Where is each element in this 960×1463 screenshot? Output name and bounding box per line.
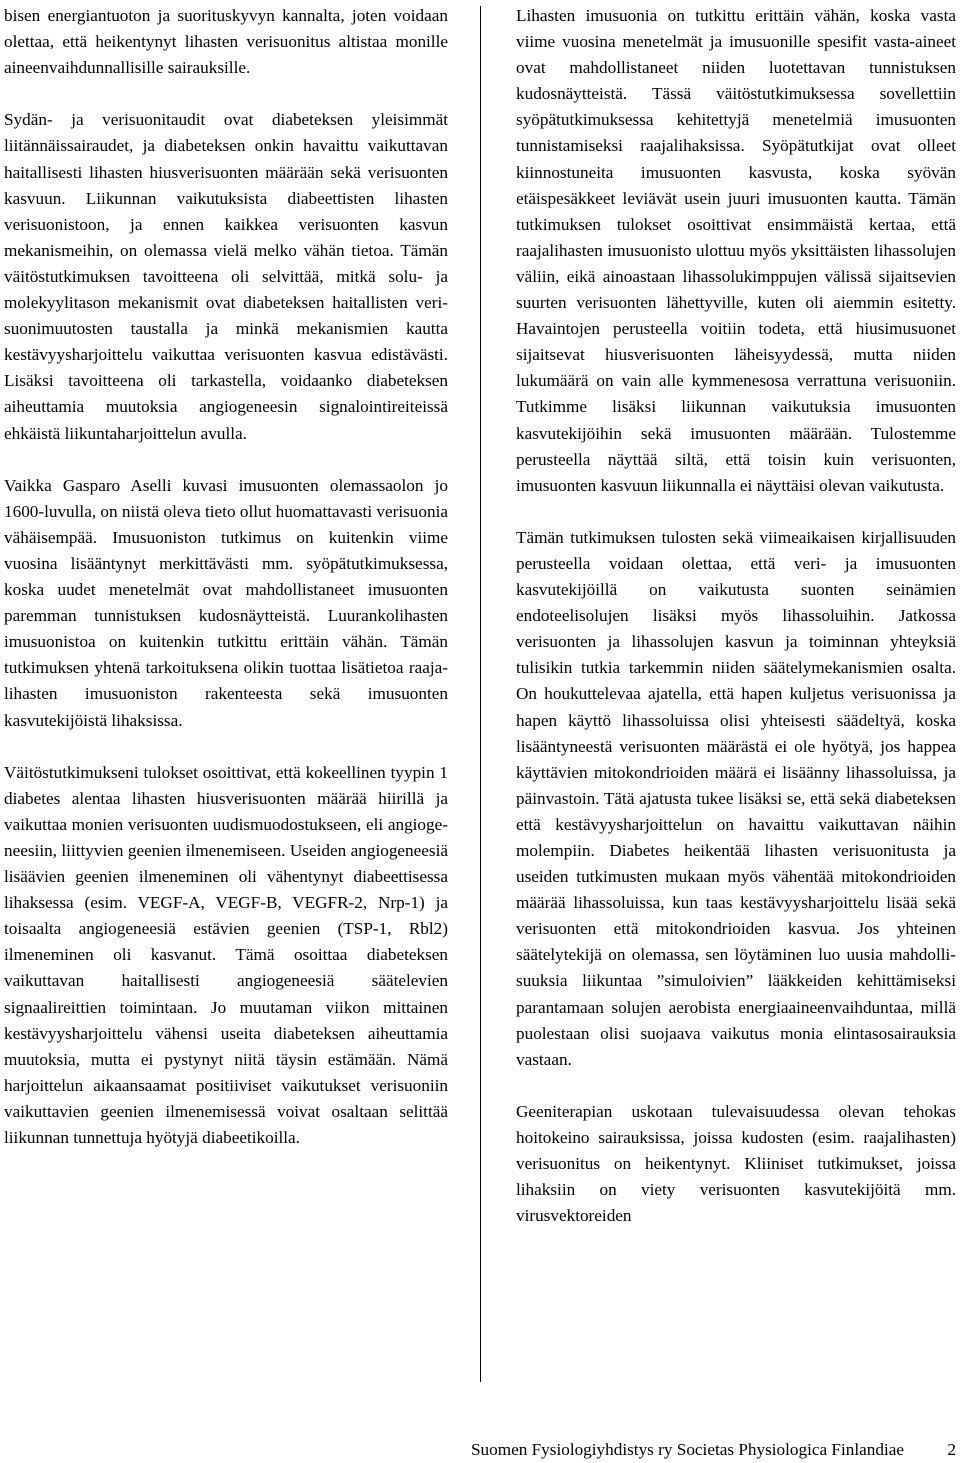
right-paragraph-3: Geeniterapian uskotaan tulevaisuudessa olevan tehokas hoitokeino sairauksissa, joissa kudosten (esim. raajalihasten) verisuonitus on heikentynyt. Kliiniset tutkimukset, joissa lihaksiin on viety verisuonten kasvutekijöitä mm. virusvektoreiden bbox=[516, 1101, 956, 1226]
right-paragraph-1: Lihasten imusuonia on tutkittu erittäin vähän, koska vasta viime vuosina menetelmät ja imusuonille spesifit vasta-aineet ovat mahdollistaneet niiden luotettavan tunnistuksen kudosnäytteistä. Tässä väitöstutkimuksessa sovellettiin syöpätutkimuksessa kehitettyjä menetelmiä imusuonten tunnistamiseksi raajalihaksissa. Syöpätutkijat ovat olleet kiinnostuneita imusuonten kasvusta, koska syövän etäispesäkkeet leviävät usein juuri imusuonten kautta. Tämän tutkimuksen tulokset osoittivat ensimmäistä kertaa, että raajalihasten imusuonisto ulottuu myös yksittäisten lihassolujen väliin, eikä ainoastaan lihassolukimppujen välissä sijaitsevien suurten verisuonten lähettyville, kuten oli aiemmin esitetty. Havaintojen perusteella voitiin todeta, että hiusimusuonet sijaitsevat hiusverisuonten läheisyydessä, mutta niiden lukumäärä on vain alle kymmenesosa verrattuna verisuoniin. Tutkimme lisäksi liikunnan vaikutuksia imusuonten kasvutekijöihin sekä imusuonten määrään. Tulostemme perusteella näyttää siltä, että toisin kuin verisuonten, imusuonten kasvuun liikunnalla ei näyttäisi olevan vaikutusta. bbox=[516, 6, 956, 495]
footer-society-name: Suomen Fysiologiyhdistys ry Societas Physiologica Finlandiae bbox=[470, 1440, 904, 1459]
left-paragraph-3: Vaikka Gasparo Aselli kuvasi imusuonten olemassaolon jo 1600-luvulla, on niistä oleva tieto ollut huomattavasti verisuonia vähäisempää. Imusuoniston tutkimus on kuitenkin viime vuosina lisääntynyt merkittävästi mm. syöpätutkimuksessa, koska uudet menetelmät ovat mahdollistaneet imusuonten paremman tunnistuksen kudosnäytteistä. Luurankolihasten imusuonistoa on kuitenkin tutkittu erittäin vähän. Tämän tutkimuksen yhtenä tarkoituksena olikin tuottaa lisätietoa raajalihasten imusuoniston rakenteesta sekä imusuonten kasvutekijöistä lihaksissa. bbox=[4, 475, 448, 730]
left-column bbox=[4, 3, 448, 1151]
right-paragraph-2: Tämän tutkimuksen tulosten sekä viimeaikaisen kirjallisuuden perusteella voidaan olettaa, että veri- ja imusuonten kasvutekijöillä on vaikutusta suonten seinämien endoteelisolujen lisäksi myös lihassoluihin. Jatkossa verisuonten ja lihassolujen kasvun ja toiminnan yhteyksiä tulisikin tutkia tarkemmin niiden säätelymekanismien osalta. On houkuttelevaa ajatella, että hapen kuljetus verisuonissa ja hapen käyttö lihassoluissa olisi yhteisesti säädeltyä, koska lisääntyneestä verisuonten määrästä ei ole hyötyä, jos happea käyttävien mitokondrioiden määrä ei lisäänny lihassoluissa, ja päinvastoin. Tätä ajatusta tukee lisäksi se, että sekä diabeteksen että kestävyysharjoittelun on havaittu vaikuttavan näihin molempiin. Diabetes heikentää lihasten verisuonitusta ja useiden tutkimusten mukaan myös vähentää mitokondrioiden määrää lihassoluissa, kun taas kestävyysharjoittelu lisää sekä verisuonten että mitokondrioiden kasvua. Jos yhteinen säätelytekijä on olemassa, sen löytäminen luo uusia mahdollisuuksia liikuntaa ”simuloivien” lääkkeiden kehittämiseksi parantamaan solujen aerobista energiaaineenvaihduntaa, millä puolestaan olisi suojaava vaikutus monia elintasosairauksia vastaan. bbox=[516, 527, 956, 1069]
left-paragraph-4: Väitöstutkimukseni tulokset osoittivat, että kokeellinen tyypin 1 diabetes alentaa lihasten hiusverisuonten määrää hiirillä ja vaikuttaa monien verisuonten uudismuodostukseen, eli angiogeneesiin, liittyvien geenien ilmenemiseen. Useiden angiogeneesiä lisäävien geenien ilmeneminen oli vähentynyt diabeettisessa lihaksessa (esim. VEGF-A, VEGF-B, VEGFR-2, Nrp-1) ja toisaalta angiogeneesiä estävien geenien (TSP-1, Rbl2) ilmeneminen oli kasvanut. Tämä osoittaa diabeteksen vaikuttavan haitallisesti angiogeneesiä säätelevien signaalireittien toimintaan. Jo muutaman viikon mittainen kestävyysharjoittelu vähensi useita diabeteksen aiheuttamia muutoksia, mutta ei pystynyt niitä täysin estämään. Nämä harjoittelun aikaansaamat positiiviset vaikutukset verisuoniin vaikuttavien geenien ilmenemisessä voivat osaltaan selittää liikunnan tunnettuja hyötyjä diabeetikoilla. bbox=[4, 762, 448, 1148]
left-paragraph-1: bisen energiantuoton ja suorituskyvyn kannalta, joten voidaan olettaa, että heikentynyt lihasten verisuonitus altistaa monille aineenvaihdunnallisille sairauksille. bbox=[4, 6, 448, 78]
page-number: 2 bbox=[947, 1440, 956, 1459]
right-column bbox=[516, 3, 956, 1229]
column-divider bbox=[480, 6, 481, 1382]
left-paragraph-2: Sydän- ja verisuonitaudit ovat diabeteksen yleisimmät liitännäissairaudet, ja diabeteksen onkin havaittu vaikuttavan haitallisesti lihasten hiusverisuonten määrään sekä verisuonten kasvuun. Liikunnan vaikutuksista diabeettisten lihasten verisuonistoon, ja ennen kaikkea verisuonten kasvun mekanismeihin, on olemassa vielä melko vähän tietoa. Tämän väitöstutkimuksen tavoitteena oli selvittää, mitkä solu- ja molekyylitason mekanismit ovat diabeteksen haitallisten verisuonimuutosten taustalla ja minkä mekanismien kautta kestävyysharjoittelu vaikuttaa verisuonten kasvua edistävästi. Lisäksi tavoitteena oli tarkastella, voidaanko diabeteksen aiheuttamia muutoksia angiogeneesin signalointireiteissä ehkäistä liikuntaharjoittelun avulla. bbox=[4, 110, 448, 443]
